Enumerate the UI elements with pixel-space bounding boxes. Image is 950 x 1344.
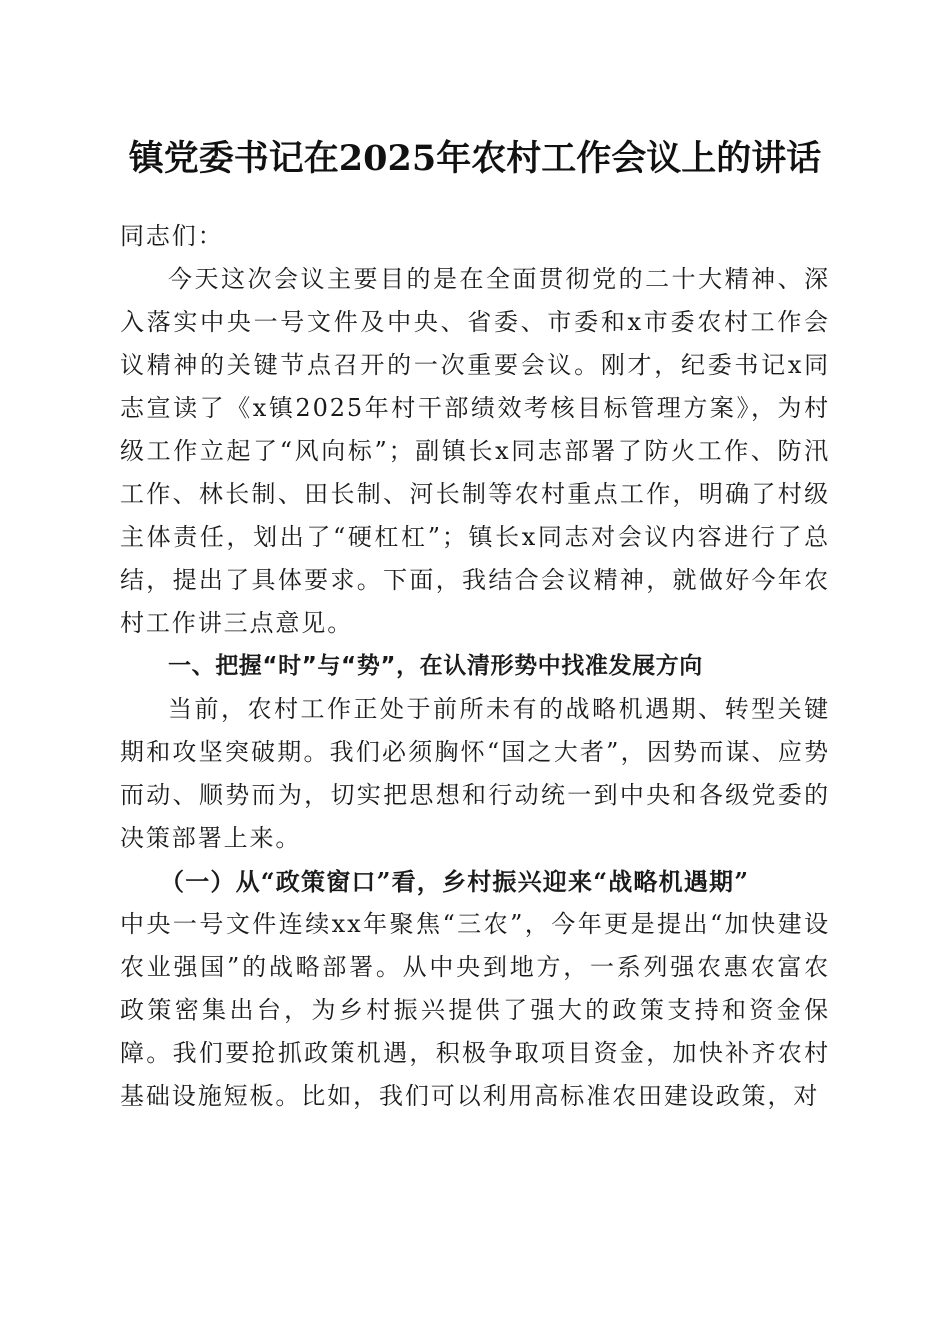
- salutation: 同志们：: [120, 222, 224, 250]
- section-1-heading: 一、把握“时”与“势”，在认清形势中找准发展方向: [168, 653, 703, 679]
- document-body: [120, 215, 830, 1118]
- intro-paragraph: 今天这次会议主要目的是在全面贯彻党的二十大精神、深入落实中央一号文件及中央、省委、市委和x市委农村工作会议精神的关键节点召开的一次重要会议。刚才，纪委书记x同志宣读了《x镇2025年村干部绩效考核目标管理方案》，为村级工作立起了“风向标”；副镇长x同志部署了防火工作、防汛工作、林长制、田长制、河长制等农村重点工作，明确了村级主体责任，划出了“硬杠杠”；镇长x同志对会议内容进行了总结，提出了具体要求。下面，我结合会议精神，就做好今年农村工作讲三点意见。: [120, 265, 830, 637]
- document-title: 镇党委书记在2025年农村工作会议上的讲话: [128, 138, 822, 179]
- subsection-1-heading: （一）从“政策窗口”看，乡村振兴迎来“战略机遇期”: [160, 867, 750, 896]
- section-1-paragraph: 当前，农村工作正处于前所未有的战略机遇期、转型关键期和攻坚突破期。我们必须胸怀“国之大者”，因势而谋、应势而动、顺势而为，切实把思想和行动统一到中央和各级党委的决策部署上来。: [120, 695, 830, 852]
- subsection-1-paragraph: 中央一号文件连续xx年聚焦“三农”，今年更是提出“加快建设农业强国”的战略部署。从中央到地方，一系列强农惠农富农政策密集出台，为乡村振兴提供了强大的政策支持和资金保障。我们要抢抓政策机遇，积极争取项目资金，加快补齐农村基础设施短板。比如，我们可以利用高标准农田建设政策，对: [120, 910, 830, 1110]
